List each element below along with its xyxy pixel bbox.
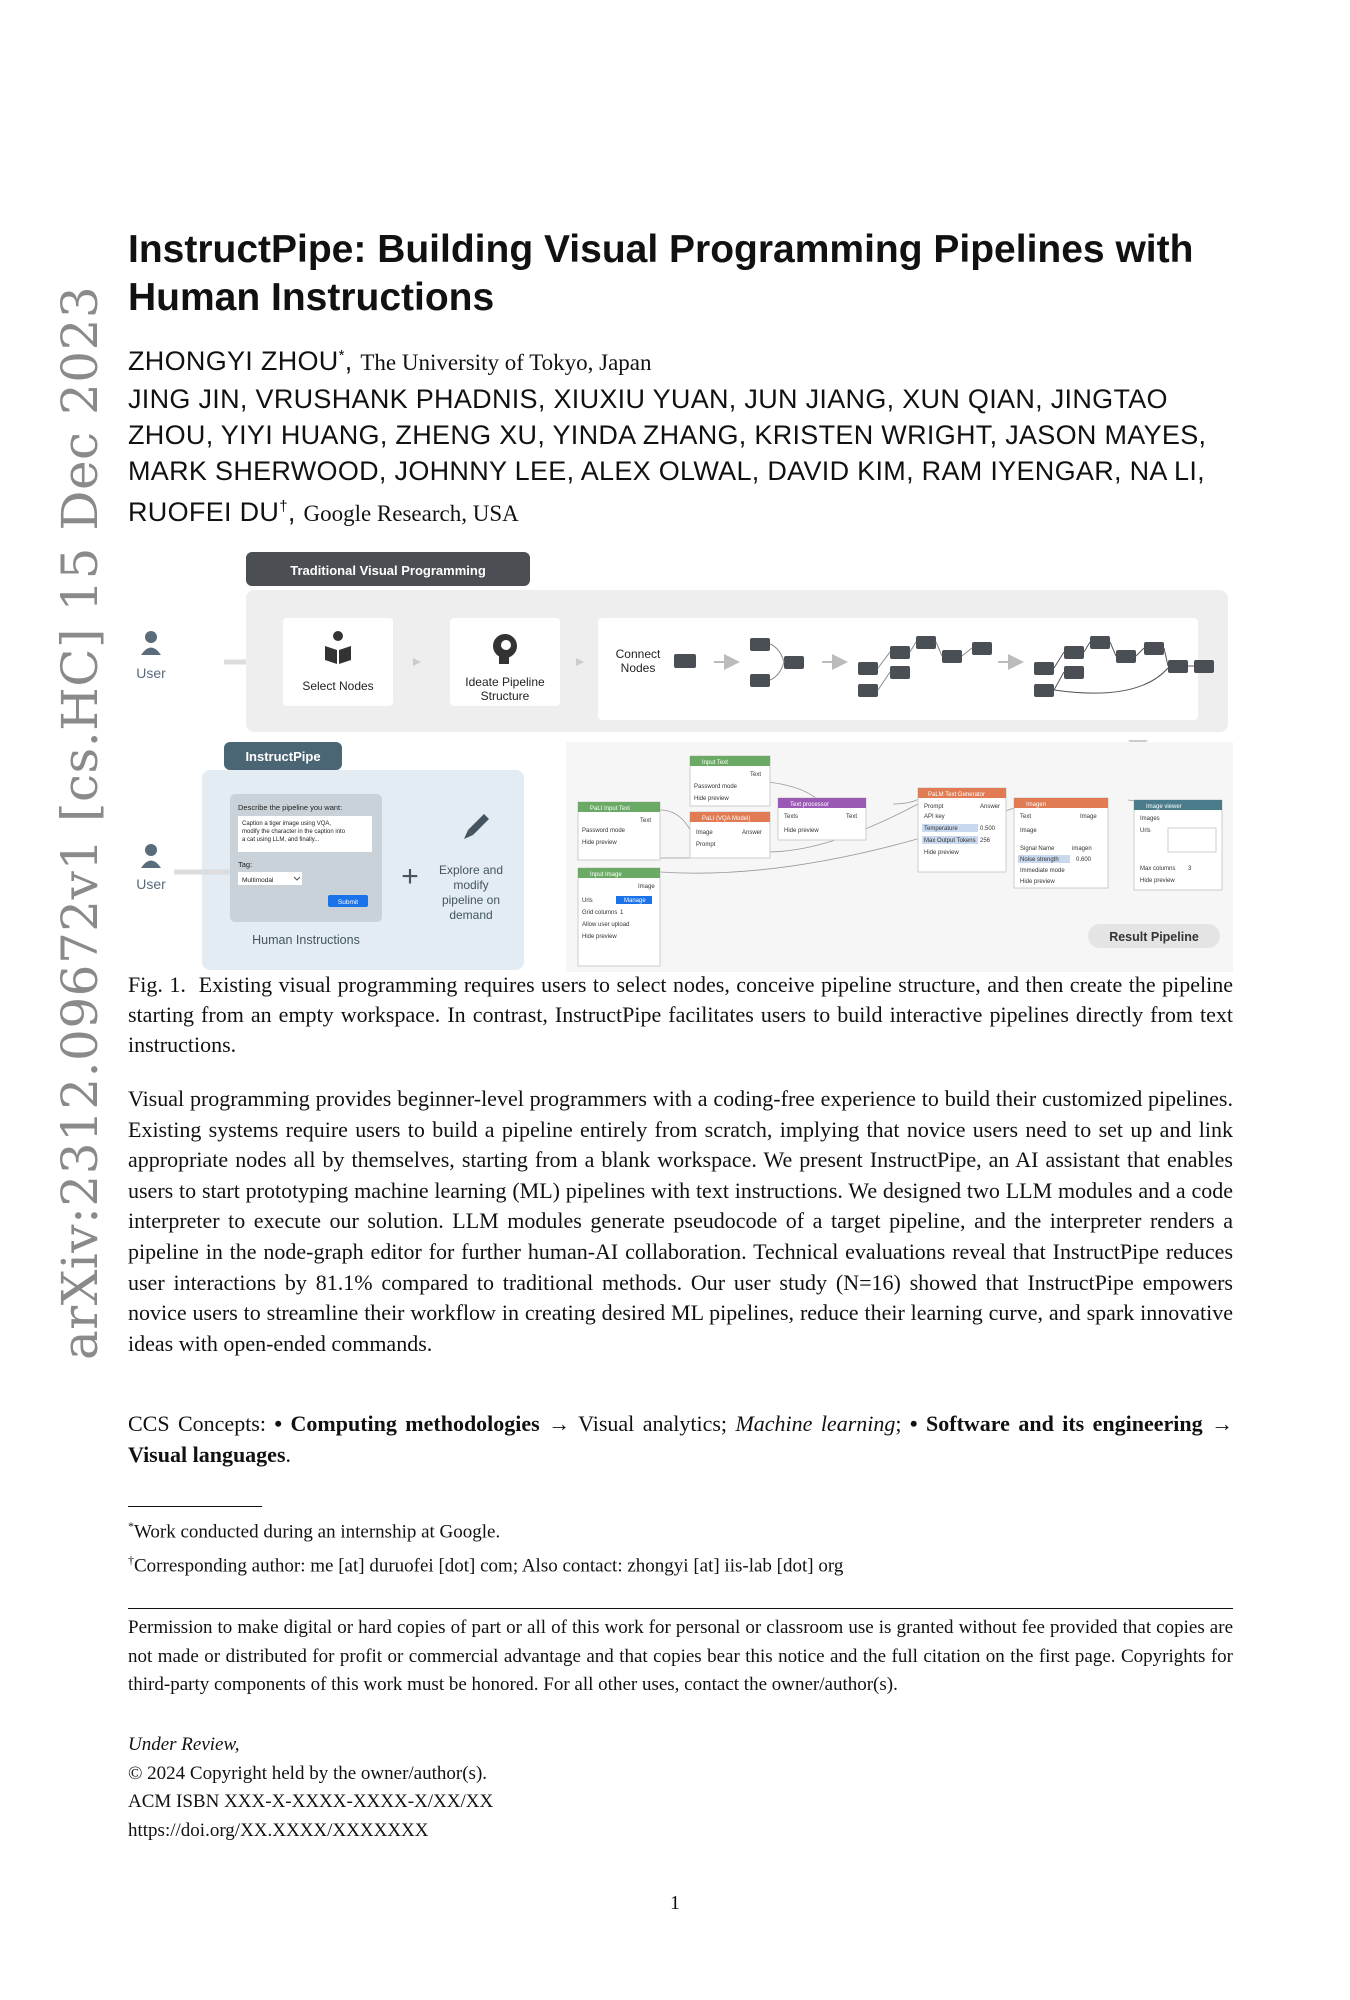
node-option: 0.500 (980, 826, 996, 832)
node-port: Prompt (696, 842, 716, 848)
caption-label: Fig. 1. (128, 972, 186, 997)
page-number: 1 (670, 1892, 680, 1914)
footnote-2-mark: † (128, 1553, 134, 1568)
explore-line-3: pipeline on (441, 893, 501, 907)
node-option: Temperature (924, 826, 958, 832)
node-option: Password mode (694, 784, 738, 790)
permission-divider (128, 1608, 1233, 1609)
ccs-arrow: → (1211, 1411, 1234, 1436)
prompt-line-1: Caption a tiger image using VQA, (242, 821, 332, 827)
caption-text: Existing visual programming requires users to select nodes, conceive pipeline structure, and then create the pipeline starting from an empty workspace. In contrast, InstructPipe facilitates users to build interactive pipelines directly from text instructions. (128, 972, 1233, 1057)
node-option: Grid columns (582, 910, 618, 916)
node-option: 0.600 (1076, 857, 1092, 863)
user-icon (141, 631, 161, 655)
figure-1 (128, 552, 1233, 972)
ideate-label-2: Structure (480, 689, 530, 703)
node-vqa-title: PaLI (VQA Model) (702, 816, 751, 822)
figure-caption (128, 970, 1233, 1060)
node-option: Max Output Tokens (924, 838, 976, 844)
ccs-concept-2: • Software and its engineering (909, 1411, 1203, 1436)
abstract: Visual programming provides beginner-level programmers with a coding-free experience to build their customized pipelines. Existing systems require users to build a pipeline entirely from scratch, implying that novice users need to set up and link appropriate nodes all by themselves, starting from a blank workspace. We present InstructPipe, an AI assistant that enables users to start prototyping machine learning (ML) pipelines with text instructions. We designed two LLM modules and a code interpreter to execute our solution. LLM modules generate pseudocode of a target pipeline, and the interpreter renders a pipeline in the node-graph editor for further human-AI collaboration. Technical evaluations reveal that InstructPipe reduces user interactions by 81.1% compared to traditional methods. Our user study (N=16) showed that InstructPipe empowers novice users to streamline their workflow in creating desired ML pipelines, reduce their learning curve, and spark innovative ideas with open-ended commands. (128, 1086, 1233, 1356)
node-port: Urls (1140, 828, 1151, 834)
first-affiliation: The University of Tokyo, Japan (360, 350, 652, 375)
node-option: Immediate mode (1020, 868, 1065, 874)
node-port: API key (924, 814, 945, 820)
node-option: Password mode (582, 828, 626, 834)
node-text-gen-title: PaLM Text Generator (928, 792, 985, 798)
node-option: imagen (1072, 846, 1092, 852)
prompt-line-2: modify the character in the caption into (242, 829, 346, 835)
node-option: Allow user upload (582, 922, 630, 928)
result-pipeline-label: Result Pipeline (1109, 930, 1199, 944)
prompt-line-3: a cat using LLM, and finally... (242, 837, 320, 843)
submit-label: Submit (337, 899, 359, 906)
ideate-label-1: Ideate Pipeline (465, 675, 545, 689)
node-imagen-title: Imagen (1026, 802, 1047, 808)
node-option: Signal Name (1020, 846, 1055, 852)
other-affiliation: Google Research, USA (303, 501, 519, 526)
other-authors: JING JIN, VRUSHANK PHADNIS, XIUXIU YUAN, JUN JIANG, XUN QIAN, JINGTAO ZHOU, YIYI HUANG, ZHENG XU, YINDA ZHANG, KRISTEN WRIGHT, JASON MAYES, MARK SHERWOOD, JOHNNY LEE, ALEX OLWAL, DAVID KIM, RAM IYENGAR, NA LI, RUOFEI DU (128, 384, 1207, 527)
publication-info (128, 1731, 1233, 1845)
connect-label-2: Nodes (620, 661, 656, 675)
node-port: Prompt (924, 804, 944, 810)
node-port: Image (638, 884, 655, 890)
explore-line-1: Explore and (438, 863, 504, 877)
footnote-divider (128, 1506, 262, 1507)
node-image-viewer-title: Image viewer (1146, 804, 1182, 810)
select-nodes-label: Select Nodes (302, 679, 374, 693)
node-option: Hide preview (582, 840, 617, 846)
plus-icon: + (401, 860, 419, 893)
node-port: Text (640, 818, 652, 824)
footnote-1 (128, 1512, 1233, 1546)
node-text-processor-title: Text processor (790, 802, 830, 808)
tag-label: Tag: (238, 860, 253, 869)
ccs-end: . (285, 1442, 292, 1467)
connect-label-1: Connect (615, 647, 661, 661)
ccs-label: CCS Concepts: (128, 1411, 266, 1436)
ccs-concept-3: Visual languages (128, 1442, 286, 1467)
first-author-mark: * (338, 347, 345, 364)
ccs-term: Visual analytics; (578, 1411, 728, 1436)
doi-link[interactable]: https://doi.org/XX.XXXX/XXXXXXX (128, 1819, 429, 1841)
footnotes (128, 1512, 1233, 1581)
node-port: Text (1020, 814, 1032, 820)
node-option: Max columns (1140, 866, 1176, 872)
node-option: Hide preview (1020, 879, 1055, 885)
footnote-1-mark: * (128, 1519, 134, 1533)
node-port: Answer (742, 830, 763, 836)
copyright: © 2024 Copyright held by the owner/author(s). (128, 1762, 488, 1784)
node-port: Text (846, 814, 858, 820)
node-option: Hide preview (924, 850, 959, 856)
footnote-1-text: Work conducted during an internship at Google. (134, 1521, 501, 1543)
ccs-concepts (128, 1408, 1233, 1470)
isbn: ACM ISBN XXX-X-XXXX-XXXX-X/XX/XX (128, 1791, 494, 1812)
node-input-text-title: PaLI Input Text (590, 806, 630, 812)
node-option: Hide preview (582, 934, 617, 940)
paper-title: InstructPipe: Building Visual Programming Pipelines with Human Instructions (128, 228, 1194, 319)
node-manage: Manage (624, 898, 646, 904)
node-option: Hide preview (784, 828, 819, 834)
node-port: Image (1020, 828, 1037, 834)
user-icon (141, 844, 161, 868)
footnote-2-text: Corresponding author: me [at] duruofei [dot] com; Also contact: zhongyi [at] iis-lab [dot] org (134, 1555, 844, 1577)
explore-line-4: demand (449, 908, 493, 922)
tag-value: Multimodal (242, 877, 274, 884)
node-option: Noise strength (1020, 857, 1059, 863)
user-label: User (136, 665, 166, 681)
node-option: 256 (980, 838, 991, 844)
node-option: 1 (620, 910, 624, 916)
ccs-term-italic: Machine learning (735, 1411, 896, 1436)
ccs-concept-1: • Computing methodologies (274, 1411, 540, 1436)
node-port: Text (750, 772, 762, 778)
node-port: Image (696, 830, 713, 836)
ccs-arrow: → (548, 1411, 571, 1436)
node-option: 3 (1188, 866, 1192, 872)
node-port: Image (1080, 814, 1097, 820)
node-input-image-title: Input Image (590, 872, 622, 878)
last-author-mark: † (279, 498, 288, 515)
explore-line-2: modify (453, 878, 489, 892)
node-option: Urls (582, 898, 593, 904)
node-option: Hide preview (694, 796, 729, 802)
node-port: Images (1140, 816, 1160, 822)
permission-notice: Permission to make digital or hard copies of part or all of this work for personal or classroom use is granted without fee provided that copies are not made or distributed for profit or commercial advantage and that copies bear this notice and the full citation on the first page. Copyrights for third-party components of this work must be honored. For all other uses, contact the owner/author(s). (128, 1617, 1233, 1695)
node-port: Answer (980, 804, 1001, 810)
user-label-2: User (136, 876, 166, 892)
instructpipe-label: InstructPipe (245, 749, 321, 764)
ccs-separator: ; (895, 1411, 902, 1436)
venue: Under Review, (128, 1734, 240, 1755)
arxiv-stamp: arXiv:2312.09672v1 [cs.HC] 15 Dec 2023 (51, 285, 109, 1360)
first-author: ZHONGYI ZHOU (128, 346, 339, 376)
human-instructions-label: Human Instructions (252, 933, 360, 947)
describe-prompt: Describe the pipeline you want: (238, 803, 343, 812)
node-input-text2-title: Input Text (702, 760, 728, 766)
traditional-label: Traditional Visual Programming (290, 563, 486, 578)
footnote-2 (128, 1546, 1233, 1580)
author-block: ZHONGYI ZHOU*, The University of Tokyo, Japan JING JIN, VRUSHANK PHADNIS, XIUXIU YUAN, JUN JIANG, XUN QIAN, JINGTAO ZHOU, YIYI HUANG, ZHENG XU, YINDA ZHANG, KRISTEN WRIGHT, JASON MAYES, MARK SHERWOOD, JOHNNY LEE, ALEX OLWAL, DAVID KIM, RAM IYENGAR, NA LI, RUOFEI DU†, Google Research, USA (128, 346, 1207, 527)
node-port: Texts (784, 814, 799, 820)
node-option: Hide preview (1140, 878, 1175, 884)
